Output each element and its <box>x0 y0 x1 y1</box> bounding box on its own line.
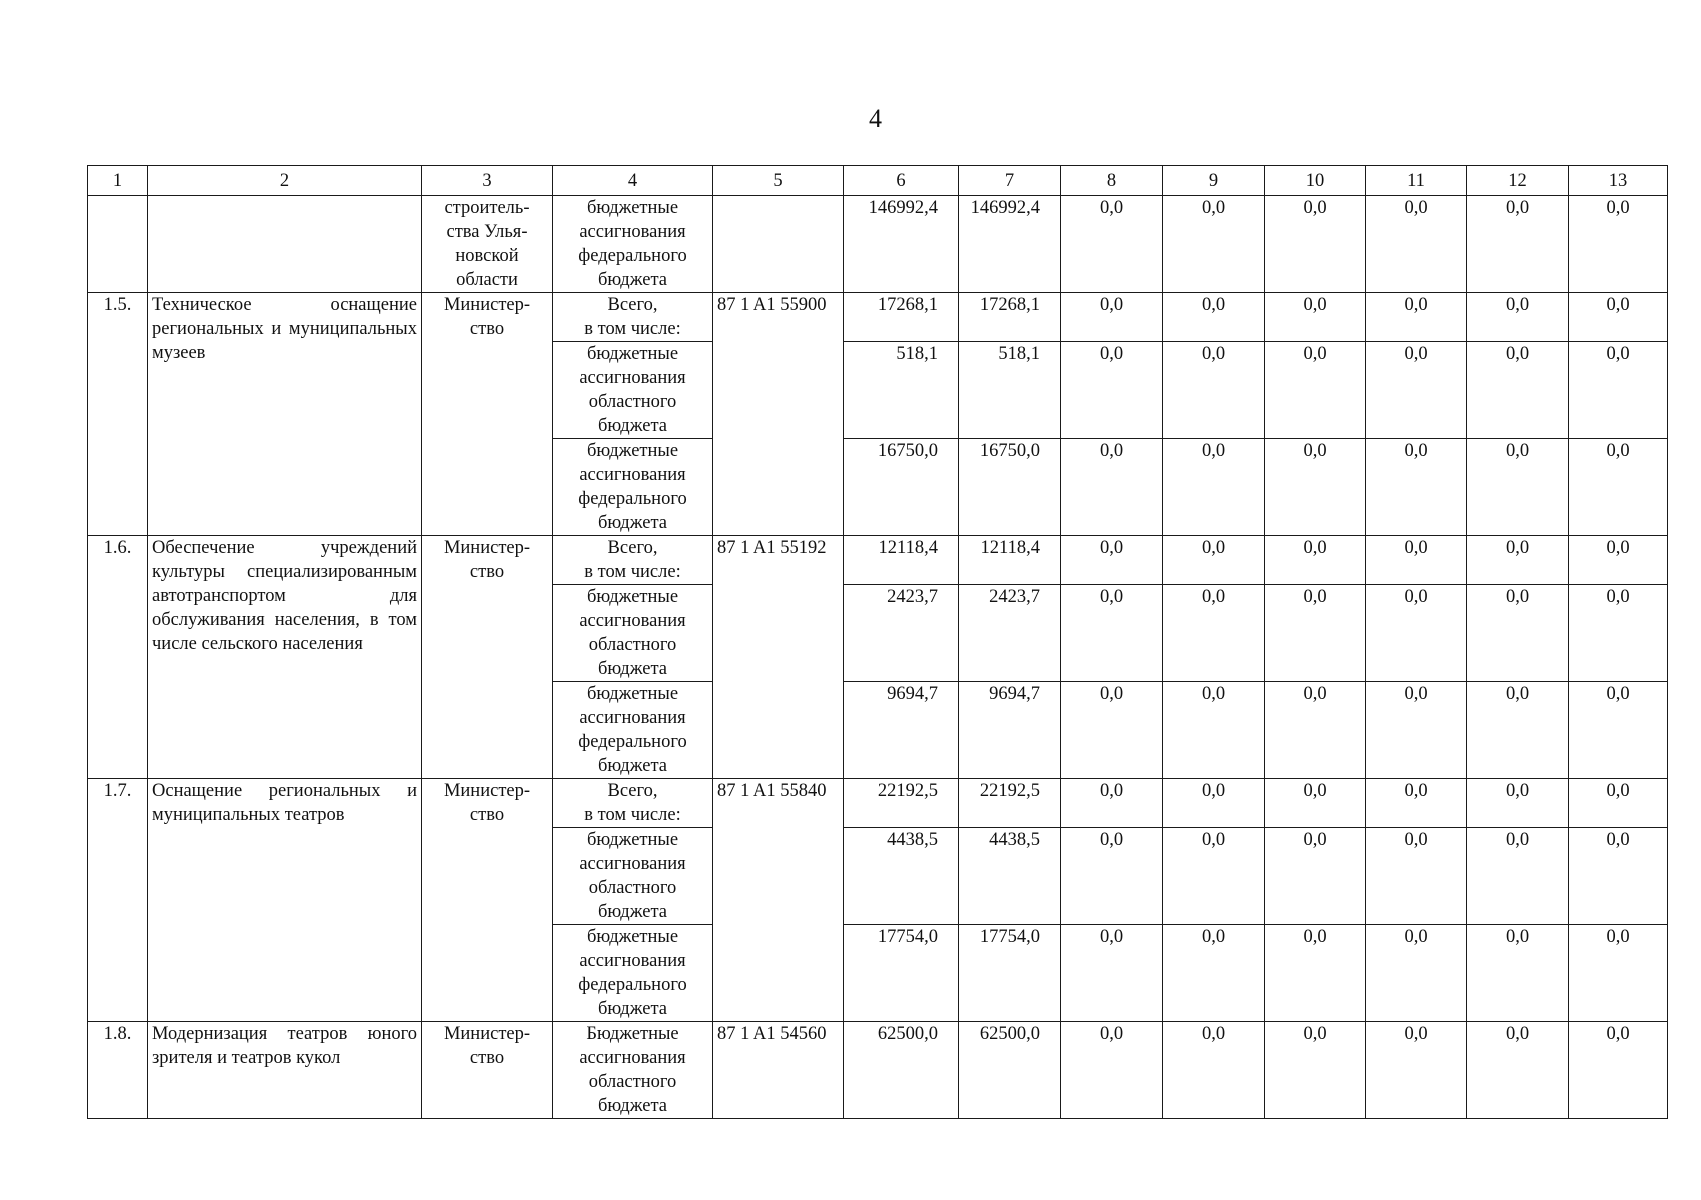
responsible-cell <box>422 1022 553 1119</box>
funding-source-line: Всего, <box>607 781 658 801</box>
column-number: 6 <box>844 166 959 196</box>
value-cell: 0,0 <box>1163 925 1265 1022</box>
value-cell: 0,0 <box>1467 342 1569 439</box>
funding-source-line: бюджетные <box>586 587 679 607</box>
event-name-cell: Техническое оснащение региональных и муниципальных музеев <box>148 293 422 536</box>
value-cell: 0,0 <box>1467 828 1569 925</box>
value-cell: 0,0 <box>1569 828 1668 925</box>
column-number: 9 <box>1163 166 1265 196</box>
funding-source-line: бюджета <box>598 999 667 1019</box>
value-cell: 62500,0 <box>844 1022 959 1119</box>
funding-source-cell <box>553 536 713 585</box>
row-number-cell: 1.5. <box>88 293 148 536</box>
column-number: 10 <box>1265 166 1366 196</box>
column-number: 2 <box>148 166 422 196</box>
row-number-cell: 1.7. <box>88 779 148 1022</box>
funding-source-line: бюджета <box>598 756 667 776</box>
value-cell: 0,0 <box>1163 293 1265 342</box>
value-cell: 0,0 <box>1061 196 1163 293</box>
value-cell: 9694,7 <box>844 682 959 779</box>
value-cell: 4438,5 <box>959 828 1061 925</box>
funding-source-cell <box>553 342 713 439</box>
value-cell: 0,0 <box>1569 342 1668 439</box>
responsible-line: Министер- <box>443 1024 531 1044</box>
column-number: 4 <box>553 166 713 196</box>
funding-source-line: в том числе: <box>584 562 681 582</box>
responsible-line: Министер- <box>443 781 531 801</box>
column-number: 1 <box>88 166 148 196</box>
funding-source-cell <box>553 1022 713 1119</box>
budget-code-cell: 87 1 A1 55192 <box>713 536 844 779</box>
column-number: 5 <box>713 166 844 196</box>
value-cell: 0,0 <box>1163 585 1265 682</box>
funding-source-line: в том числе: <box>584 805 681 825</box>
value-cell: 146992,4 <box>959 196 1061 293</box>
responsible-line: ство <box>469 319 505 339</box>
funding-source-line: бюджетные <box>586 927 679 947</box>
value-cell: 0,0 <box>1163 342 1265 439</box>
column-number: 11 <box>1366 166 1467 196</box>
responsible-line: ство <box>469 805 505 825</box>
value-cell: 0,0 <box>1265 779 1366 828</box>
value-cell: 12118,4 <box>844 536 959 585</box>
value-cell: 0,0 <box>1265 293 1366 342</box>
responsible-line: строитель- <box>444 198 530 218</box>
value-cell: 2423,7 <box>844 585 959 682</box>
funding-source-line: бюджетные <box>586 344 679 364</box>
funding-source-line: Бюджетные <box>586 1024 679 1044</box>
value-cell: 0,0 <box>1265 536 1366 585</box>
funding-source-line: бюджета <box>598 270 667 290</box>
value-cell: 0,0 <box>1467 925 1569 1022</box>
value-cell: 0,0 <box>1163 196 1265 293</box>
value-cell: 0,0 <box>1366 585 1467 682</box>
funding-source-cell <box>553 439 713 536</box>
budget-code-cell: 87 1 A1 55840 <box>713 779 844 1022</box>
value-cell: 62500,0 <box>959 1022 1061 1119</box>
value-cell: 0,0 <box>1163 439 1265 536</box>
funding-source-cell <box>553 682 713 779</box>
row-number-cell <box>88 196 148 293</box>
value-cell: 0,0 <box>1265 342 1366 439</box>
responsible-cell <box>422 779 553 1022</box>
funding-source-line: областного <box>588 635 677 655</box>
column-number-row <box>88 166 1668 196</box>
value-cell: 0,0 <box>1265 828 1366 925</box>
value-cell: 0,0 <box>1366 828 1467 925</box>
responsible-line: ство <box>469 1048 505 1068</box>
value-cell: 12118,4 <box>959 536 1061 585</box>
column-number: 3 <box>422 166 553 196</box>
funding-source-line: ассигнования <box>579 708 686 728</box>
value-cell: 0,0 <box>1163 828 1265 925</box>
value-cell: 0,0 <box>1467 779 1569 828</box>
responsible-cell <box>422 536 553 779</box>
funding-source-cell <box>553 196 713 293</box>
funding-source-line: бюджетные <box>586 830 679 850</box>
funding-source-line: бюджета <box>598 659 667 679</box>
event-name-cell: Модернизация театров юного зрителя и театров кукол <box>148 1022 422 1119</box>
value-cell: 0,0 <box>1467 682 1569 779</box>
responsible-line: новской <box>455 246 519 266</box>
funding-source-line: федерального <box>578 246 687 266</box>
funding-source-cell <box>553 293 713 342</box>
value-cell: 0,0 <box>1163 1022 1265 1119</box>
value-cell: 0,0 <box>1569 925 1668 1022</box>
budget-code-cell: 87 1 A1 55900 <box>713 293 844 536</box>
value-cell: 17754,0 <box>844 925 959 1022</box>
column-number: 12 <box>1467 166 1569 196</box>
value-cell: 17268,1 <box>844 293 959 342</box>
funding-source-line: ассигнования <box>579 1048 686 1068</box>
value-cell: 16750,0 <box>959 439 1061 536</box>
value-cell: 0,0 <box>1467 536 1569 585</box>
table-row <box>88 536 1668 585</box>
funding-source-line: ассигнования <box>579 465 686 485</box>
row-number-cell: 1.6. <box>88 536 148 779</box>
table-row <box>88 1022 1668 1119</box>
value-cell: 0,0 <box>1163 536 1265 585</box>
funding-source-line: в том числе: <box>584 319 681 339</box>
value-cell: 2423,7 <box>959 585 1061 682</box>
funding-source-line: федерального <box>578 489 687 509</box>
value-cell: 16750,0 <box>844 439 959 536</box>
funding-source-line: федерального <box>578 732 687 752</box>
value-cell: 0,0 <box>1061 536 1163 585</box>
value-cell: 0,0 <box>1366 682 1467 779</box>
value-cell: 0,0 <box>1366 342 1467 439</box>
funding-source-line: бюджета <box>598 1096 667 1116</box>
responsible-cell <box>422 293 553 536</box>
funding-source-line: бюджетные <box>586 198 679 218</box>
budget-table <box>87 165 1668 1119</box>
column-number: 7 <box>959 166 1061 196</box>
funding-source-cell <box>553 828 713 925</box>
responsible-line: области <box>456 270 518 290</box>
responsible-line: Министер- <box>443 538 531 558</box>
value-cell: 0,0 <box>1061 779 1163 828</box>
value-cell: 0,0 <box>1569 682 1668 779</box>
value-cell: 0,0 <box>1265 682 1366 779</box>
funding-source-line: федерального <box>578 975 687 995</box>
event-name-cell: Обеспечение учреждений культуры специализированным автотранспортом для обслуживания населения, в том числе сельского населения <box>148 536 422 779</box>
budget-code-cell <box>713 196 844 293</box>
value-cell: 0,0 <box>1569 585 1668 682</box>
value-cell: 0,0 <box>1061 925 1163 1022</box>
value-cell: 0,0 <box>1366 925 1467 1022</box>
funding-source-line: бюджета <box>598 416 667 436</box>
funding-source-line: областного <box>588 392 677 412</box>
value-cell: 0,0 <box>1467 1022 1569 1119</box>
value-cell: 0,0 <box>1569 779 1668 828</box>
value-cell: 0,0 <box>1366 293 1467 342</box>
value-cell: 4438,5 <box>844 828 959 925</box>
row-number-cell: 1.8. <box>88 1022 148 1119</box>
event-name-cell: Оснащение региональных и муниципальных театров <box>148 779 422 1022</box>
value-cell: 0,0 <box>1265 439 1366 536</box>
value-cell: 0,0 <box>1061 439 1163 536</box>
funding-source-line: бюджетные <box>586 684 679 704</box>
funding-source-cell <box>553 585 713 682</box>
value-cell: 0,0 <box>1163 779 1265 828</box>
value-cell: 9694,7 <box>959 682 1061 779</box>
value-cell: 0,0 <box>1467 293 1569 342</box>
value-cell: 518,1 <box>959 342 1061 439</box>
responsible-line: ства Улья- <box>446 222 528 242</box>
value-cell: 0,0 <box>1366 439 1467 536</box>
event-name-cell <box>148 196 422 293</box>
funding-source-line: Всего, <box>607 295 658 315</box>
value-cell: 0,0 <box>1265 1022 1366 1119</box>
funding-source-cell <box>553 925 713 1022</box>
funding-source-line: областного <box>588 1072 677 1092</box>
funding-source-line: ассигнования <box>579 854 686 874</box>
value-cell: 0,0 <box>1265 196 1366 293</box>
responsible-line: Министер- <box>443 295 531 315</box>
value-cell: 0,0 <box>1366 779 1467 828</box>
funding-source-line: бюджета <box>598 513 667 533</box>
value-cell: 0,0 <box>1569 536 1668 585</box>
funding-source-line: ассигнования <box>579 951 686 971</box>
page-number: 4 <box>869 104 882 133</box>
value-cell: 22192,5 <box>844 779 959 828</box>
value-cell: 0,0 <box>1467 196 1569 293</box>
value-cell: 0,0 <box>1467 585 1569 682</box>
responsible-cell <box>422 196 553 293</box>
funding-source-line: бюджетные <box>586 441 679 461</box>
value-cell: 0,0 <box>1163 682 1265 779</box>
table-body <box>88 196 1668 1119</box>
value-cell: 0,0 <box>1061 293 1163 342</box>
funding-source-line: ассигнования <box>579 368 686 388</box>
funding-source-line: ассигнования <box>579 222 686 242</box>
funding-source-line: Всего, <box>607 538 658 558</box>
value-cell: 0,0 <box>1061 342 1163 439</box>
value-cell: 0,0 <box>1265 585 1366 682</box>
value-cell: 0,0 <box>1265 925 1366 1022</box>
funding-source-line: ассигнования <box>579 611 686 631</box>
value-cell: 0,0 <box>1569 439 1668 536</box>
funding-source-line: бюджета <box>598 902 667 922</box>
value-cell: 22192,5 <box>959 779 1061 828</box>
table-row <box>88 779 1668 828</box>
value-cell: 0,0 <box>1061 682 1163 779</box>
value-cell: 0,0 <box>1366 536 1467 585</box>
value-cell: 0,0 <box>1569 196 1668 293</box>
budget-code-cell: 87 1 A1 54560 <box>713 1022 844 1119</box>
column-number: 8 <box>1061 166 1163 196</box>
table-row <box>88 293 1668 342</box>
value-cell: 518,1 <box>844 342 959 439</box>
continuation-row <box>88 196 1668 293</box>
value-cell: 0,0 <box>1569 293 1668 342</box>
value-cell: 0,0 <box>1061 828 1163 925</box>
funding-source-cell <box>553 779 713 828</box>
value-cell: 17754,0 <box>959 925 1061 1022</box>
responsible-line: ство <box>469 562 505 582</box>
value-cell: 0,0 <box>1366 1022 1467 1119</box>
value-cell: 17268,1 <box>959 293 1061 342</box>
funding-source-line: областного <box>588 878 677 898</box>
value-cell: 0,0 <box>1467 439 1569 536</box>
value-cell: 0,0 <box>1061 1022 1163 1119</box>
column-number: 13 <box>1569 166 1668 196</box>
value-cell: 0,0 <box>1061 585 1163 682</box>
table-header <box>88 166 1668 196</box>
value-cell: 0,0 <box>1366 196 1467 293</box>
value-cell: 146992,4 <box>844 196 959 293</box>
value-cell: 0,0 <box>1569 1022 1668 1119</box>
